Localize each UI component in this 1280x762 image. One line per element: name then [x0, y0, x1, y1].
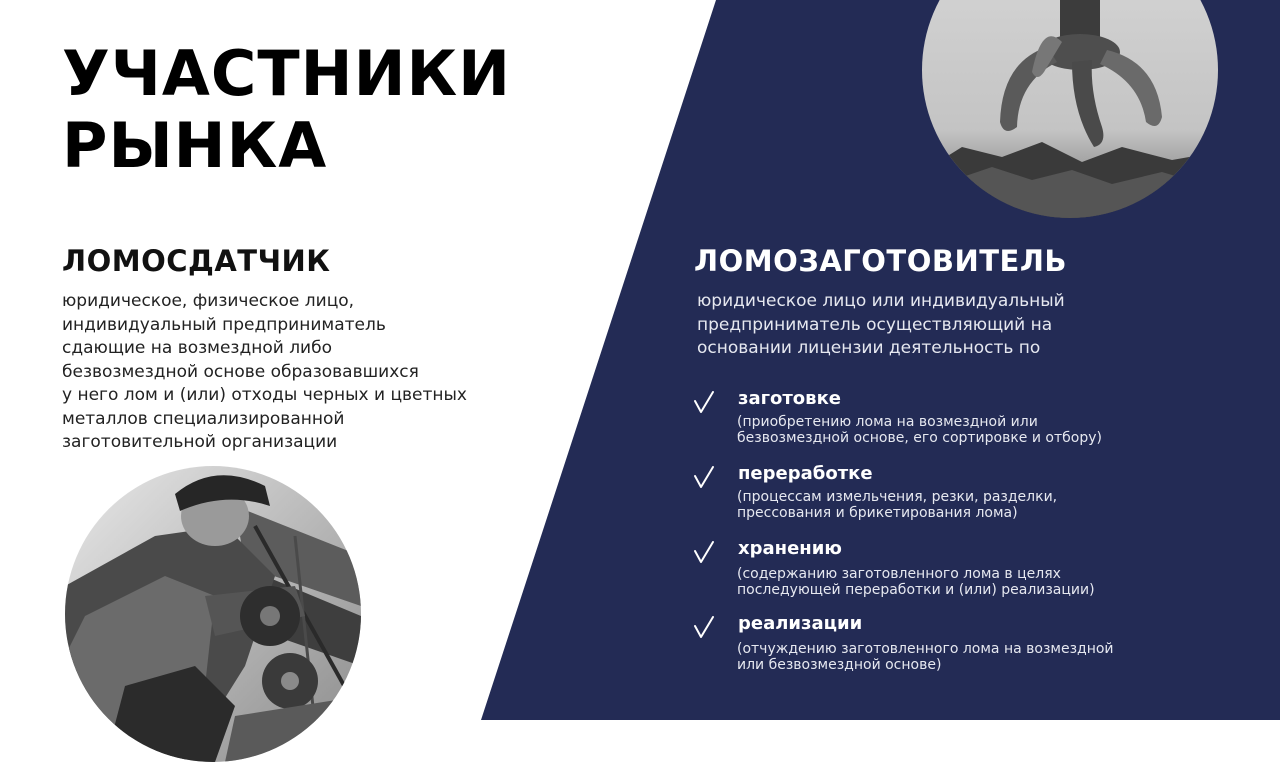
title-line-1: УЧАСТНИКИ	[62, 37, 512, 110]
checkmark-icon	[690, 538, 718, 566]
collector-description-line: основании лицензии деятельность по	[697, 338, 1041, 358]
title-line-2: РЫНКА	[62, 109, 328, 182]
seller-description-line: индивидуальный предприниматель	[62, 314, 386, 335]
activity-description-line: прессования и брикетирования лома)	[737, 505, 1018, 521]
activity-description-line: (приобретению лома на возмездной или	[737, 414, 1038, 430]
seller-heading: ЛОМОСДАТЧИК	[62, 244, 331, 278]
activity-label: реализации	[738, 613, 863, 634]
checkmark-icon	[690, 463, 718, 491]
activity-description	[737, 414, 1102, 446]
activity-description-line: (отчуждению заготовленного лома на возмездной	[737, 641, 1114, 657]
activity-description-line: последующей переработки и (или) реализации)	[737, 582, 1095, 598]
activity-description-line: или безвозмездной основе)	[737, 657, 942, 673]
checkmark-icon	[690, 613, 718, 641]
worker-photo	[65, 466, 361, 762]
activity-description	[737, 641, 1114, 673]
activity-label: заготовке	[738, 388, 841, 409]
seller-description-line: заготовительной организации	[62, 432, 338, 452]
collector-description-line: юридическое лицо или индивидуальный	[697, 291, 1065, 311]
seller-description-line: металлов специализированной	[62, 408, 345, 429]
collector-description-line: предприниматель осуществляющий на	[697, 314, 1053, 335]
seller-description-line: безвозмездной основе образовавшихся	[62, 361, 419, 382]
collector-description	[697, 290, 1157, 361]
activity-label: переработке	[738, 463, 873, 484]
seller-description-line: сдающие на возмездной либо	[62, 338, 332, 358]
seller-description-line: у него лом и (или) отходы черных и цветных	[62, 385, 467, 405]
collector-heading: ЛОМОЗАГОТОВИТЕЛЬ	[694, 244, 1068, 278]
activity-description-line: (содержанию заготовленного лома в целях	[737, 566, 1061, 582]
page-title	[62, 38, 511, 182]
activity-label: хранению	[738, 538, 842, 559]
activity-description-line: (процессам измельчения, резки, разделки,	[737, 489, 1058, 505]
seller-description-line: юридическое, физическое лицо,	[62, 291, 355, 311]
checkmark-icon	[690, 388, 718, 416]
activity-description-line: безвозмездной основе, его сортировке и отбору)	[737, 430, 1102, 446]
seller-description	[62, 290, 522, 455]
activity-description	[737, 489, 1057, 521]
activity-description	[737, 566, 1095, 598]
